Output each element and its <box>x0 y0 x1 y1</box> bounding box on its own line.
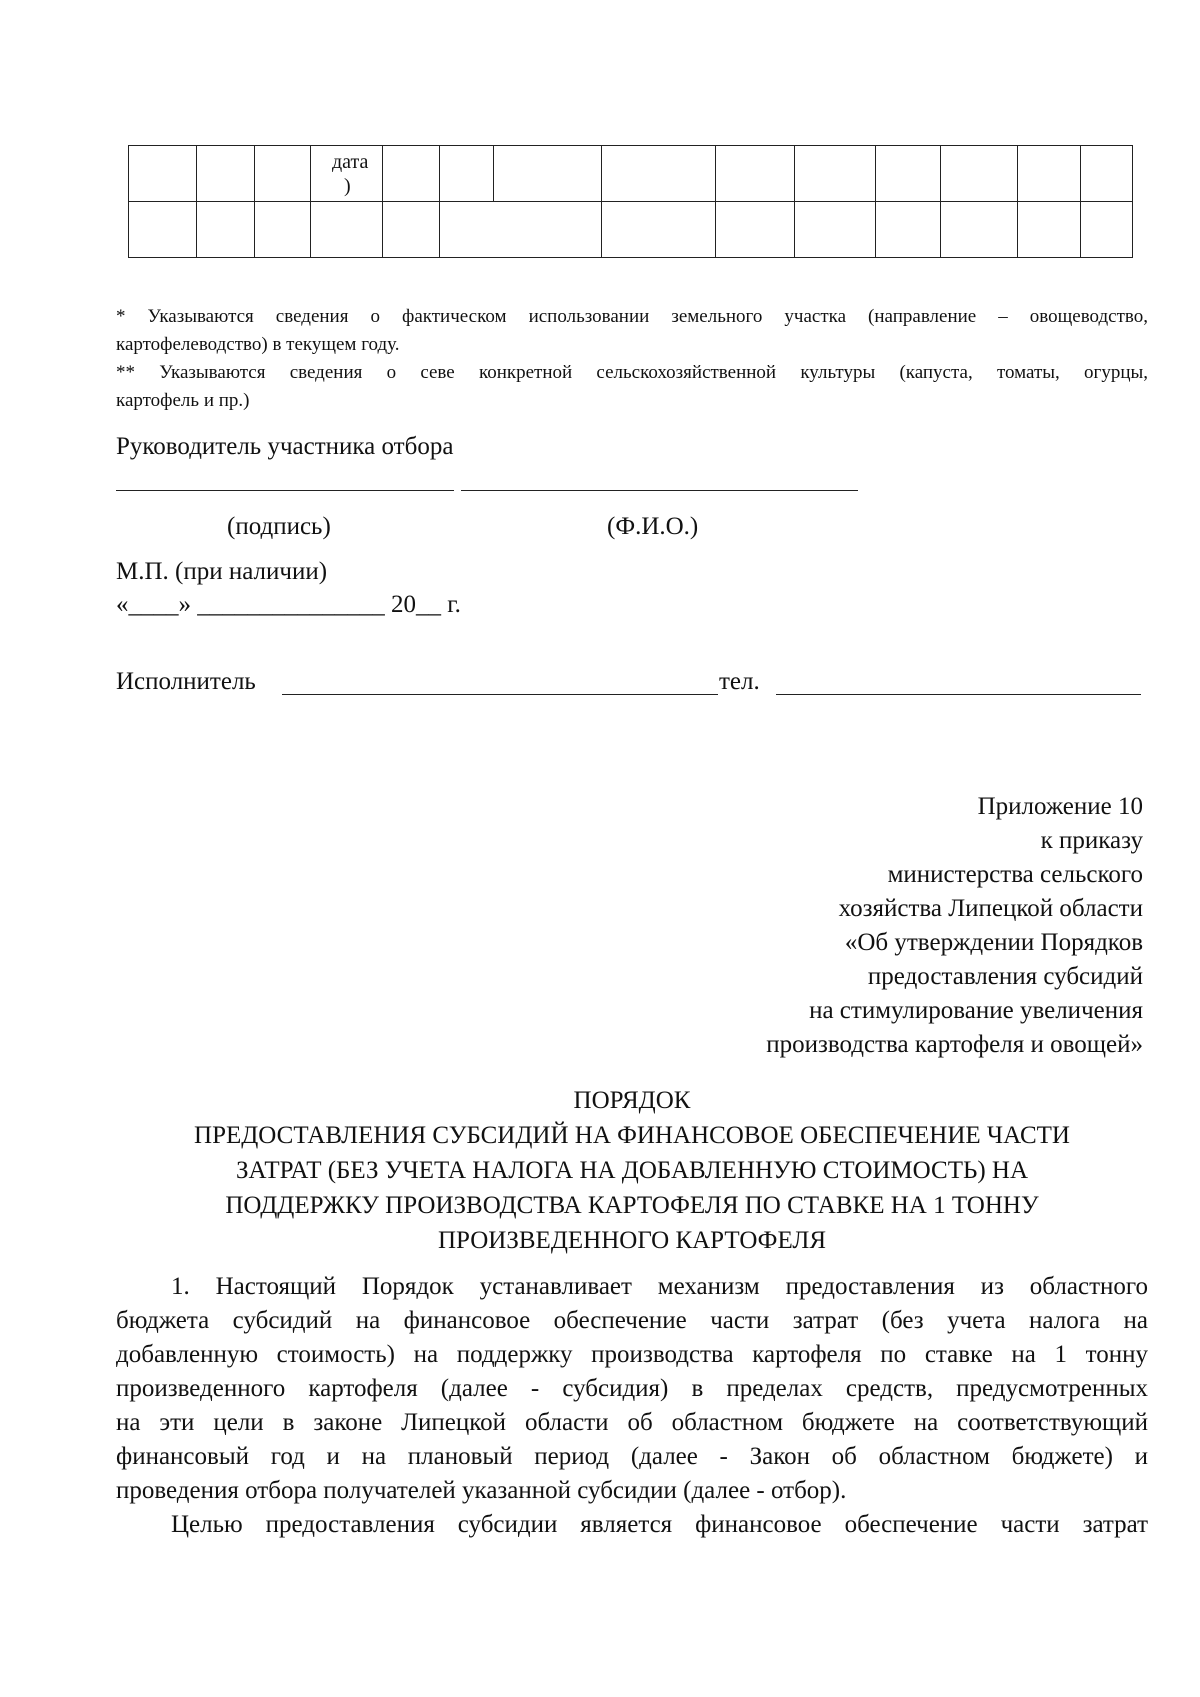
paragraph-line: произведенного картофеля (далее - субсидия) в пределах средств, предусмотренных <box>116 1375 1148 1402</box>
paragraph-line: 1. Настоящий Порядок устанавливает механизм предоставления из областного <box>171 1273 1148 1300</box>
table-cell <box>439 201 602 258</box>
paragraph-line: добавленную стоимость) на поддержку производства картофеля по ставке на 1 тонну <box>116 1341 1148 1368</box>
table-cell <box>128 201 197 258</box>
table-cell-text-line: дата <box>332 151 369 173</box>
table-cell <box>715 201 795 258</box>
phone-line <box>776 694 1141 695</box>
table-cell <box>128 145 197 202</box>
signature-caption: (подпись) <box>227 513 331 540</box>
document-title <box>116 1083 1148 1258</box>
title-line: ПОДДЕРЖКУ ПРОИЗВОДСТВА КАРТОФЕЛЯ ПО СТАВКЕ НА 1 ТОННУ <box>225 1192 1039 1219</box>
table-cell <box>196 145 255 202</box>
fio-caption: (Ф.И.О.) <box>607 513 699 540</box>
stamp-label: М.П. (при наличии) <box>116 558 328 585</box>
table-cell <box>601 201 716 258</box>
executor-line <box>282 694 718 695</box>
table-cell <box>940 145 1018 202</box>
paragraph-line: Целью предоставления субсидии является финансовое обеспечение части затрат <box>171 1511 1148 1538</box>
table-cell <box>1080 145 1133 202</box>
appendix-line: к приказу <box>1040 827 1143 854</box>
title-line: ЗАТРАТ (БЕЗ УЧЕТА НАЛОГА НА ДОБАВЛЕННУЮ СТОИМОСТЬ) НА <box>235 1157 1029 1184</box>
appendix-line: на стимулирование увеличения <box>809 997 1143 1024</box>
appendix-line: Приложение 10 <box>977 793 1143 820</box>
title-line: ПОРЯДОК <box>573 1087 691 1114</box>
table-cell <box>794 145 876 202</box>
table-cell <box>940 201 1018 258</box>
table-cell <box>310 201 383 258</box>
fio-line <box>461 490 858 491</box>
table-cell <box>1080 201 1133 258</box>
signature-line <box>116 490 454 491</box>
body-paragraph-2 <box>116 1508 1148 1542</box>
appendix-line: производства картофеля и овощей» <box>766 1031 1143 1058</box>
table-cell-text <box>332 150 392 198</box>
footnote-1-line-2: картофелеводство) в текущем году. <box>116 334 400 355</box>
appendix-line: министерства сельского <box>887 861 1143 888</box>
data-table <box>128 145 1133 258</box>
table-cell <box>715 145 795 202</box>
paragraph-line: проведения отбора получателей указанной субсидии (далее - отбор). <box>116 1477 847 1504</box>
appendix-line: предоставления субсидий <box>867 963 1143 990</box>
date-line: «____» _______________ 20__ г. <box>116 591 461 618</box>
appendix-line: «Об утверждении Порядков <box>844 929 1143 956</box>
table-cell <box>794 201 876 258</box>
footnote-2-line-2: картофель и пр.) <box>116 390 250 411</box>
appendix-block <box>766 790 1143 1062</box>
table-cell-text-line: ) <box>344 175 351 197</box>
table-cell <box>875 145 941 202</box>
phone-label: тел. <box>719 668 760 695</box>
footnotes <box>116 303 1148 415</box>
footnote-2-line-1: ** Указываются сведения о севе конкретной сельскохозяйственной культуры (капуста, томаты, огурцы, <box>116 362 1148 383</box>
head-label: Руководитель участника отбора <box>116 433 454 460</box>
appendix-line: хозяйства Липецкой области <box>838 895 1143 922</box>
table-cell <box>1017 145 1081 202</box>
table-cell <box>254 201 311 258</box>
table-cell <box>254 145 311 202</box>
table-cell <box>382 201 440 258</box>
paragraph-line: бюджета субсидий на финансовое обеспечение части затрат (без учета налога на <box>116 1307 1148 1334</box>
table-cell <box>493 145 602 202</box>
table-cell <box>601 145 716 202</box>
executor-label: Исполнитель <box>116 668 256 695</box>
table-cell <box>1017 201 1081 258</box>
table-cell <box>439 145 494 202</box>
footnote-1-line-1: * Указываются сведения о фактическом использовании земельного участка (направление – овощеводство, <box>116 306 1148 327</box>
paragraph-line: на эти цели в законе Липецкой области об областном бюджете на соответствующий <box>116 1409 1148 1436</box>
table-cell <box>196 201 255 258</box>
body-paragraph-1 <box>116 1270 1148 1508</box>
paragraph-line: финансовый год и на плановый период (далее - Закон об областном бюджете) и <box>116 1443 1148 1470</box>
title-line: ПРЕДОСТАВЛЕНИЯ СУБСИДИЙ НА ФИНАНСОВОЕ ОБЕСПЕЧЕНИЕ ЧАСТИ <box>194 1122 1070 1149</box>
table-cell <box>875 201 941 258</box>
title-line: ПРОИЗВЕДЕННОГО КАРТОФЕЛЯ <box>437 1227 827 1254</box>
